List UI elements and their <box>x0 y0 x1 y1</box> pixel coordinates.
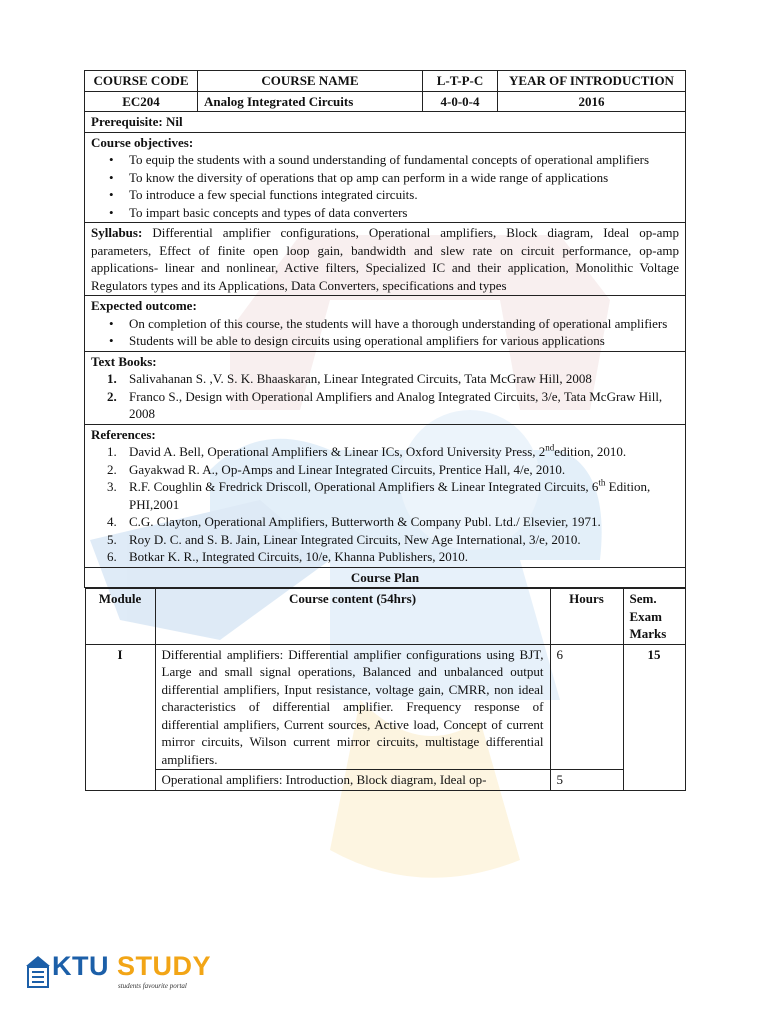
reference-item: 2. Gayakwad R. A., Op-Amps and Linear Integrated Circuits, Prentice Hall, 4/e, 2010. <box>107 461 566 477</box>
outcome-item: • Students will be able to design circuits using operational amplifiers for various applications <box>129 332 679 350</box>
reference-item: 4. C.G. Clayton, Operational Amplifiers, Butterworth & Company Publ. Ltd./ Elsevier, 1971. <box>107 514 601 529</box>
prerequisite-label: Prerequisite: <box>91 114 163 129</box>
header-course-name: COURSE NAME <box>198 71 423 92</box>
plan-hours-cell: 5 <box>550 770 623 791</box>
textbook-item: 1. Salivahanan S. ,V. S. K. Bhaaskaran, Linear Integrated Circuits, Tata McGraw Hill, 2008 <box>107 371 592 386</box>
course-plan-container <box>85 588 686 792</box>
course-name-value: Analog Integrated Circuits <box>198 91 423 112</box>
reference-item: 1. David A. Bell, Operational Amplifiers & Linear ICs, Oxford University Press, 2ndedition, 2010. <box>107 442 627 459</box>
plan-header-hours: Hours <box>550 589 623 645</box>
course-table <box>84 70 686 791</box>
objective-item: • To impart basic concepts and types of data converters <box>129 204 679 222</box>
plan-header-module: Module <box>85 589 155 645</box>
syllabus-text: Differential amplifier configurations, Operational amplifiers, Block diagram, Ideal op-amp parameters, Effect of finite open loop gain, bandwidth and slew rate on circuit performance, op-amp applications- linear and nonlinear, Active filters, Specialized IC and their application, Monolithic Voltage Regulators types and its Applications, Data Converters, specifications and types <box>91 225 679 293</box>
brand-logo <box>52 951 211 982</box>
objective-item: • To know the diversity of operations that op amp can perform in a wide range of applications <box>129 169 679 187</box>
syllabus-section <box>85 223 686 296</box>
outcome-section <box>85 296 686 352</box>
objectives-label: Course objectives: <box>91 134 194 150</box>
plan-hours-cell: 6 <box>550 644 623 770</box>
plan-module-cell: I <box>85 644 155 791</box>
plan-marks-cell: 15 <box>623 644 685 791</box>
year-value: 2016 <box>498 91 686 112</box>
plan-content-cell: Differential amplifiers: Differential amplifier configurations using BJT, Large and small signal operations, Balanced and unbalanced output differential amplifiers, Input resistance, voltage gain, CMRR, non ideal characteristics of differential amplifier. Frequency response of differential amplifiers, Current sources, Active load, Concept of current mirror circuits, Wilson current mirror circuits, multistage differential amplifiers. <box>155 644 550 770</box>
textbooks-section <box>85 351 686 424</box>
course-code-value: EC204 <box>85 91 198 112</box>
header-ltpc: L-T-P-C <box>423 71 498 92</box>
ltpc-value: 4-0-0-4 <box>423 91 498 112</box>
objective-item: • To introduce a few special functions integrated circuits. <box>129 186 679 204</box>
brand-tagline: students favourite portal <box>118 982 187 990</box>
prerequisite-row <box>85 112 686 133</box>
textbooks-label: Text Books: <box>91 353 157 369</box>
brand-ktu: KTU <box>52 951 109 981</box>
reference-item: 6. Botkar K. R., Integrated Circuits, 10/e, Khanna Publishers, 2010. <box>107 549 469 564</box>
course-plan-table <box>85 588 686 791</box>
course-plan-title: Course Plan <box>85 567 686 588</box>
plan-header-content: Course content (54hrs) <box>155 589 550 645</box>
reference-item: 3. R.F. Coughlin & Fredrick Driscoll, Operational Amplifiers & Linear Integrated Circuits, 6th Edition, PHI,2001 <box>107 477 651 512</box>
textbook-item: 2. Franco S., Design with Operational Amplifiers and Analog Integrated Circuits, 3/e, Tata McGraw Hill, 2008 <box>107 388 663 421</box>
syllabus-label: Syllabus: <box>91 225 143 240</box>
references-section <box>85 424 686 567</box>
header-course-code: COURSE CODE <box>85 71 198 92</box>
plan-content-cell: Operational amplifiers: Introduction, Block diagram, Ideal op- <box>155 770 550 791</box>
outcome-label: Expected outcome: <box>91 298 197 313</box>
prerequisite-value: Nil <box>165 114 183 129</box>
references-label: References: <box>91 426 156 442</box>
header-year: YEAR OF INTRODUCTION <box>498 71 686 92</box>
plan-header-marks: Sem. Exam Marks <box>623 589 685 645</box>
brand-study: STUDY <box>117 951 212 981</box>
objective-item: • To equip the students with a sound understanding of fundamental concepts of operational amplifiers <box>129 151 679 169</box>
objectives-section <box>85 132 686 223</box>
outcome-item: • On completion of this course, the students will have a thorough understanding of operational amplifiers <box>129 315 679 333</box>
reference-item: 5. Roy D. C. and S. B. Jain, Linear Integrated Circuits, New Age International, 3/e, 2010. <box>107 531 581 547</box>
